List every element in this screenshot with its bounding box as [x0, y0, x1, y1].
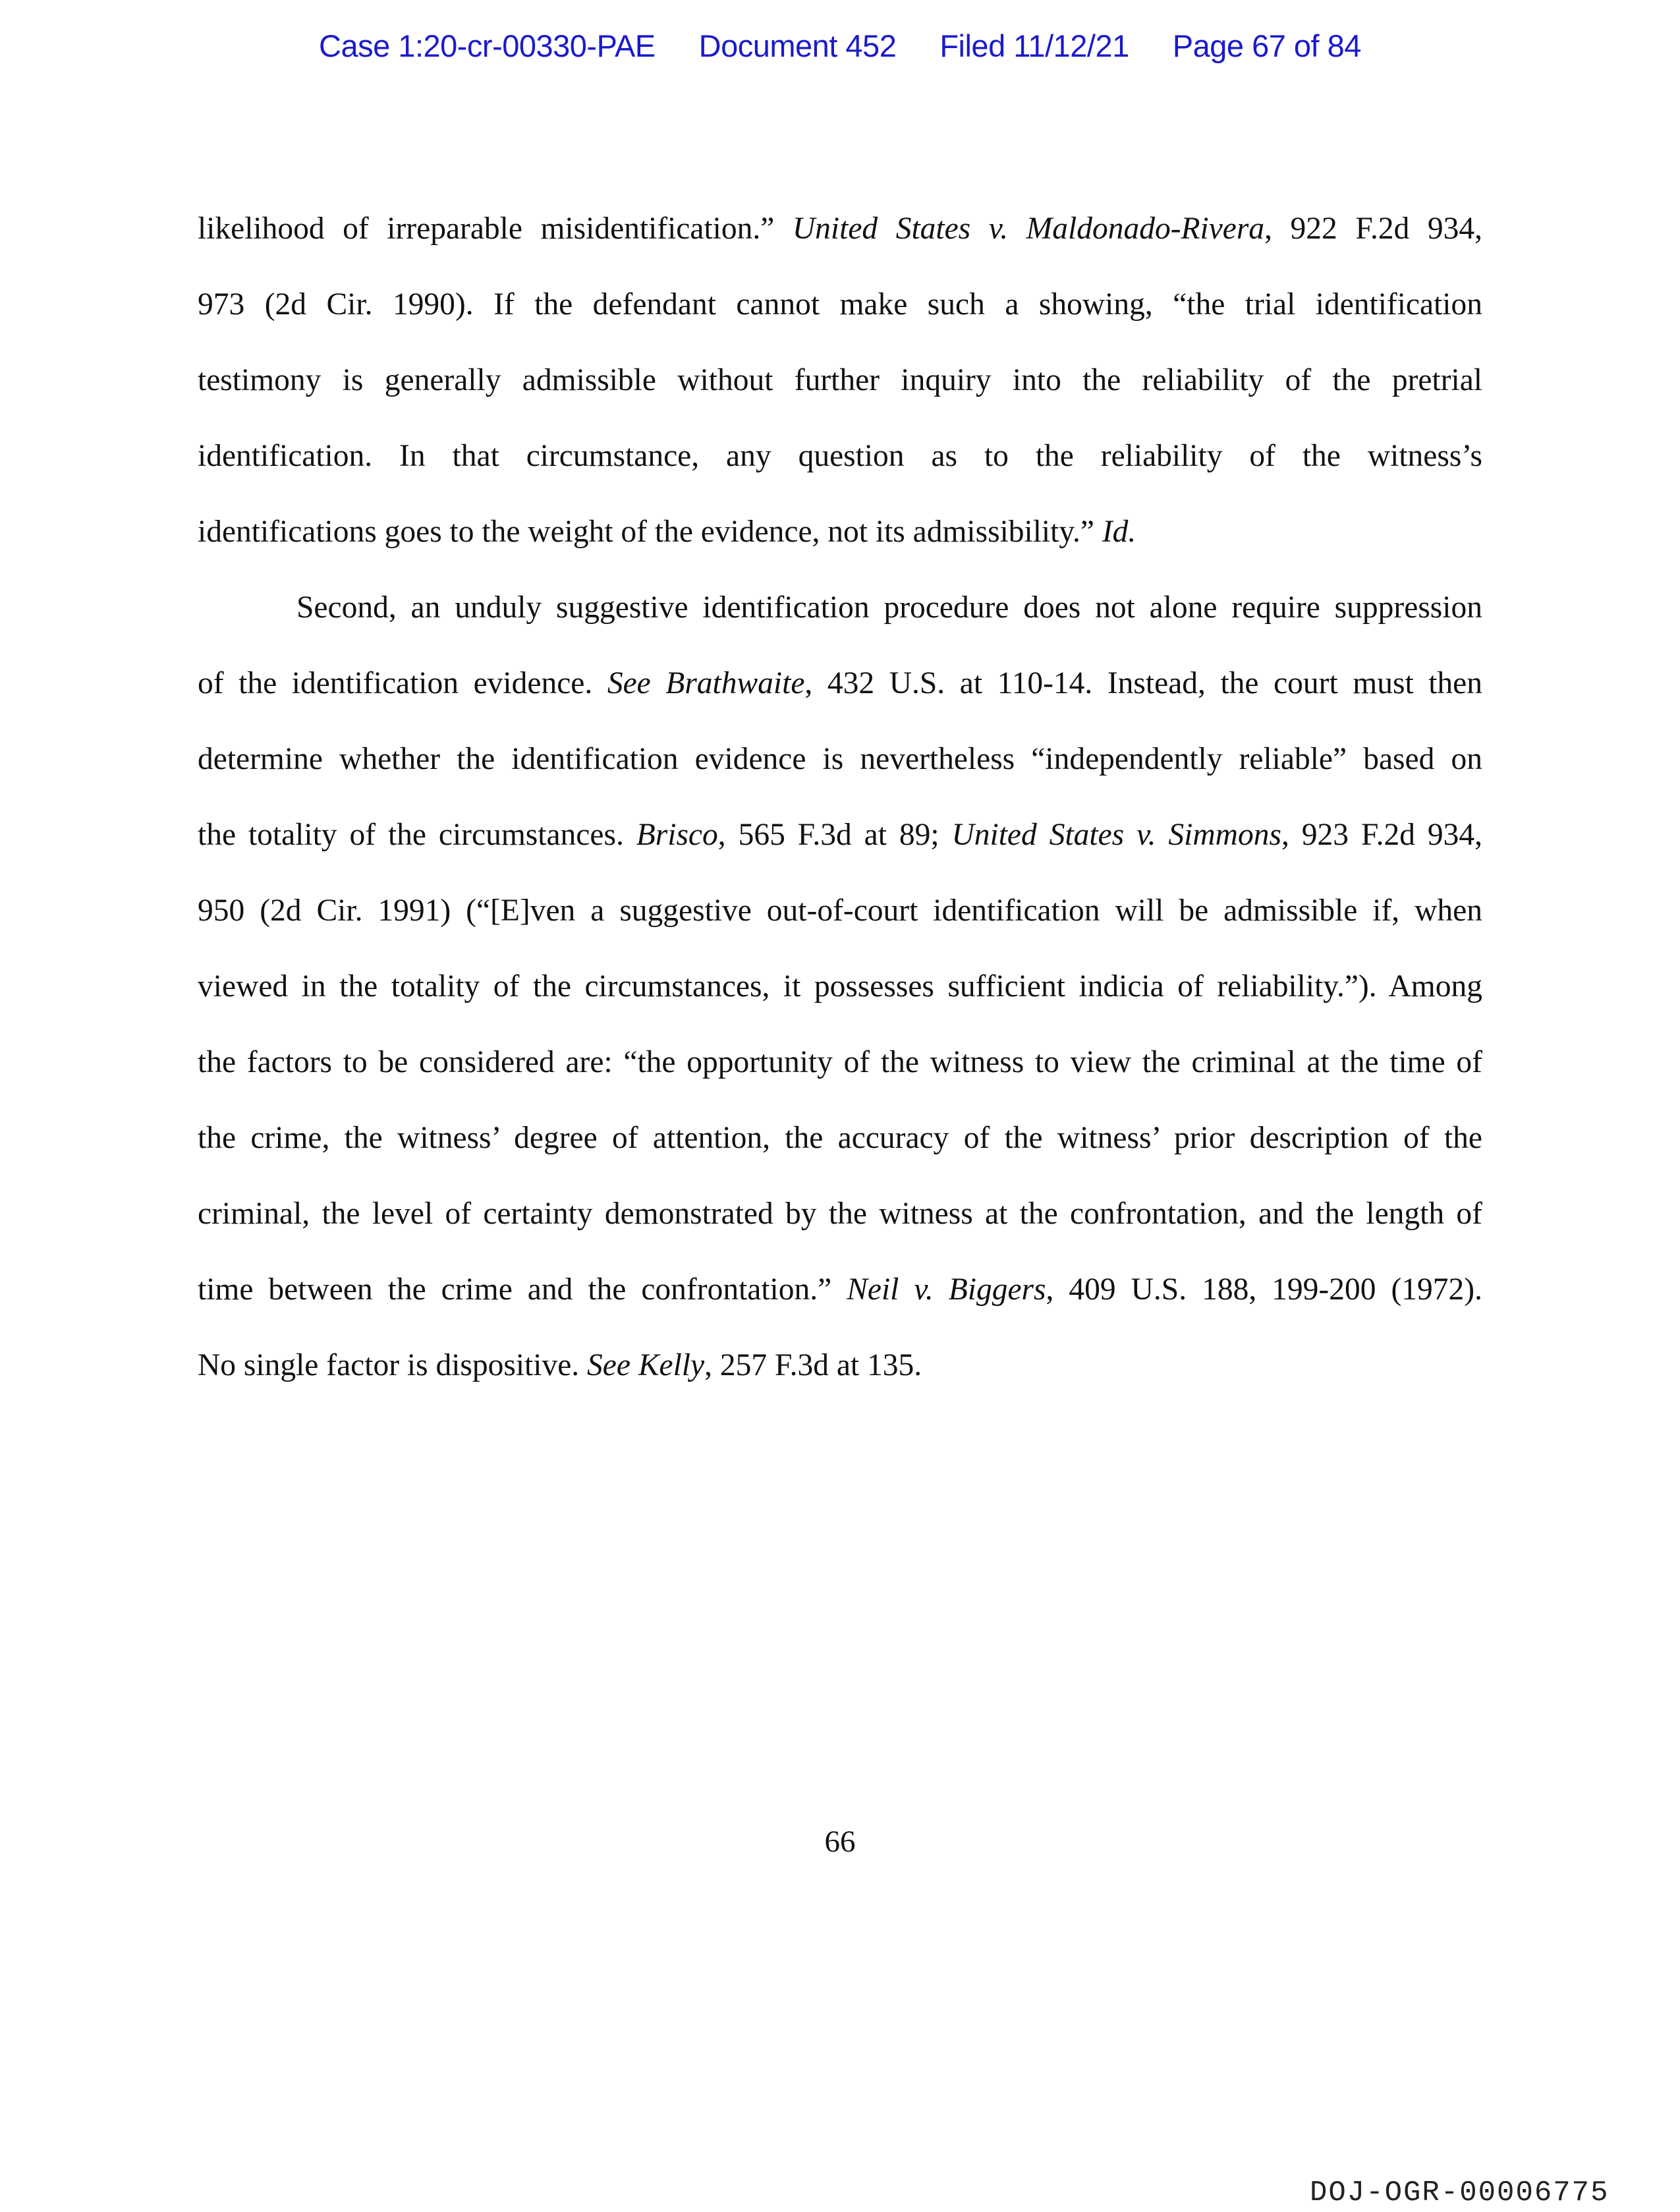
text-line: identification. In that circumstance, any question as to the reliability of the witness’s: [198, 439, 1482, 473]
text-line: time between the crime and the confrontation.” Neil v. Biggers, 409 U.S. 188, 199-200 (1972).: [198, 1272, 1482, 1307]
text-line: of the identification evidence. See Brathwaite, 432 U.S. at 110-14. Instead, the court must then: [198, 666, 1482, 700]
text-line: the crime, the witness’ degree of attention, the accuracy of the witness’ prior description of the: [198, 1121, 1482, 1155]
text-line: criminal, the level of certainty demonstrated by the witness at the confrontation, and the length of: [198, 1197, 1482, 1231]
case-citation: Neil v. Biggers: [847, 1272, 1046, 1307]
text-line: testimony is generally admissible without further inquiry into the reliability of the pretrial: [198, 363, 1482, 397]
case-citation: See Kelly: [587, 1348, 705, 1382]
text-line: the totality of the circumstances. Brisco, 565 F.3d at 89; United States v. Simmons, 923 F.2d 934,: [198, 818, 1482, 852]
paragraph-2: [198, 570, 1482, 1404]
case-citation: United States v. Maldonado-Rivera: [792, 212, 1265, 246]
text-line: No single factor is dispositive. See Kelly, 257 F.3d at 135.: [198, 1348, 922, 1382]
text-line: viewed in the totality of the circumstances, it possesses sufficient indicia of reliability.”). Among: [198, 969, 1482, 1004]
case-citation: See Brathwaite: [607, 666, 805, 700]
text-line: identifications goes to the weight of the evidence, not its admissibility.” Id.: [198, 515, 1136, 549]
bates-stamp: DOJ-OGR-00006775: [1310, 2176, 1610, 2209]
filed-date: Filed 11/12/21: [939, 28, 1129, 63]
case-citation: United States v. Simmons: [951, 818, 1281, 852]
text-line: likelihood of irreparable misidentification.” United States v. Maldonado-Rivera, 922 F.2d 934,: [198, 212, 1482, 246]
page-number: 66: [824, 1825, 856, 1859]
case-number: Case 1:20-cr-00330-PAE: [319, 28, 656, 63]
text-line: determine whether the identification evidence is nevertheless “independently reliable” based on: [198, 742, 1482, 776]
page-count: Page 67 of 84: [1172, 28, 1361, 63]
text-line: 973 (2d Cir. 1990). If the defendant cannot make such a showing, “the trial identification: [198, 287, 1482, 322]
document-number: Document 452: [698, 28, 897, 63]
case-citation: Brisco: [636, 818, 718, 852]
case-citation: Id.: [1102, 515, 1136, 549]
paragraph-1: [198, 191, 1482, 570]
court-filing-header: [0, 28, 1680, 64]
document-body: [198, 191, 1482, 1404]
text-line: Second, an unduly suggestive identification procedure does not alone require suppression: [296, 590, 1482, 625]
text-line: 950 (2d Cir. 1991) (“[E]ven a suggestive out-of-court identification will be admissible if, when: [198, 893, 1482, 928]
text-line: the factors to be considered are: “the opportunity of the witness to view the criminal at the time of: [198, 1045, 1482, 1079]
